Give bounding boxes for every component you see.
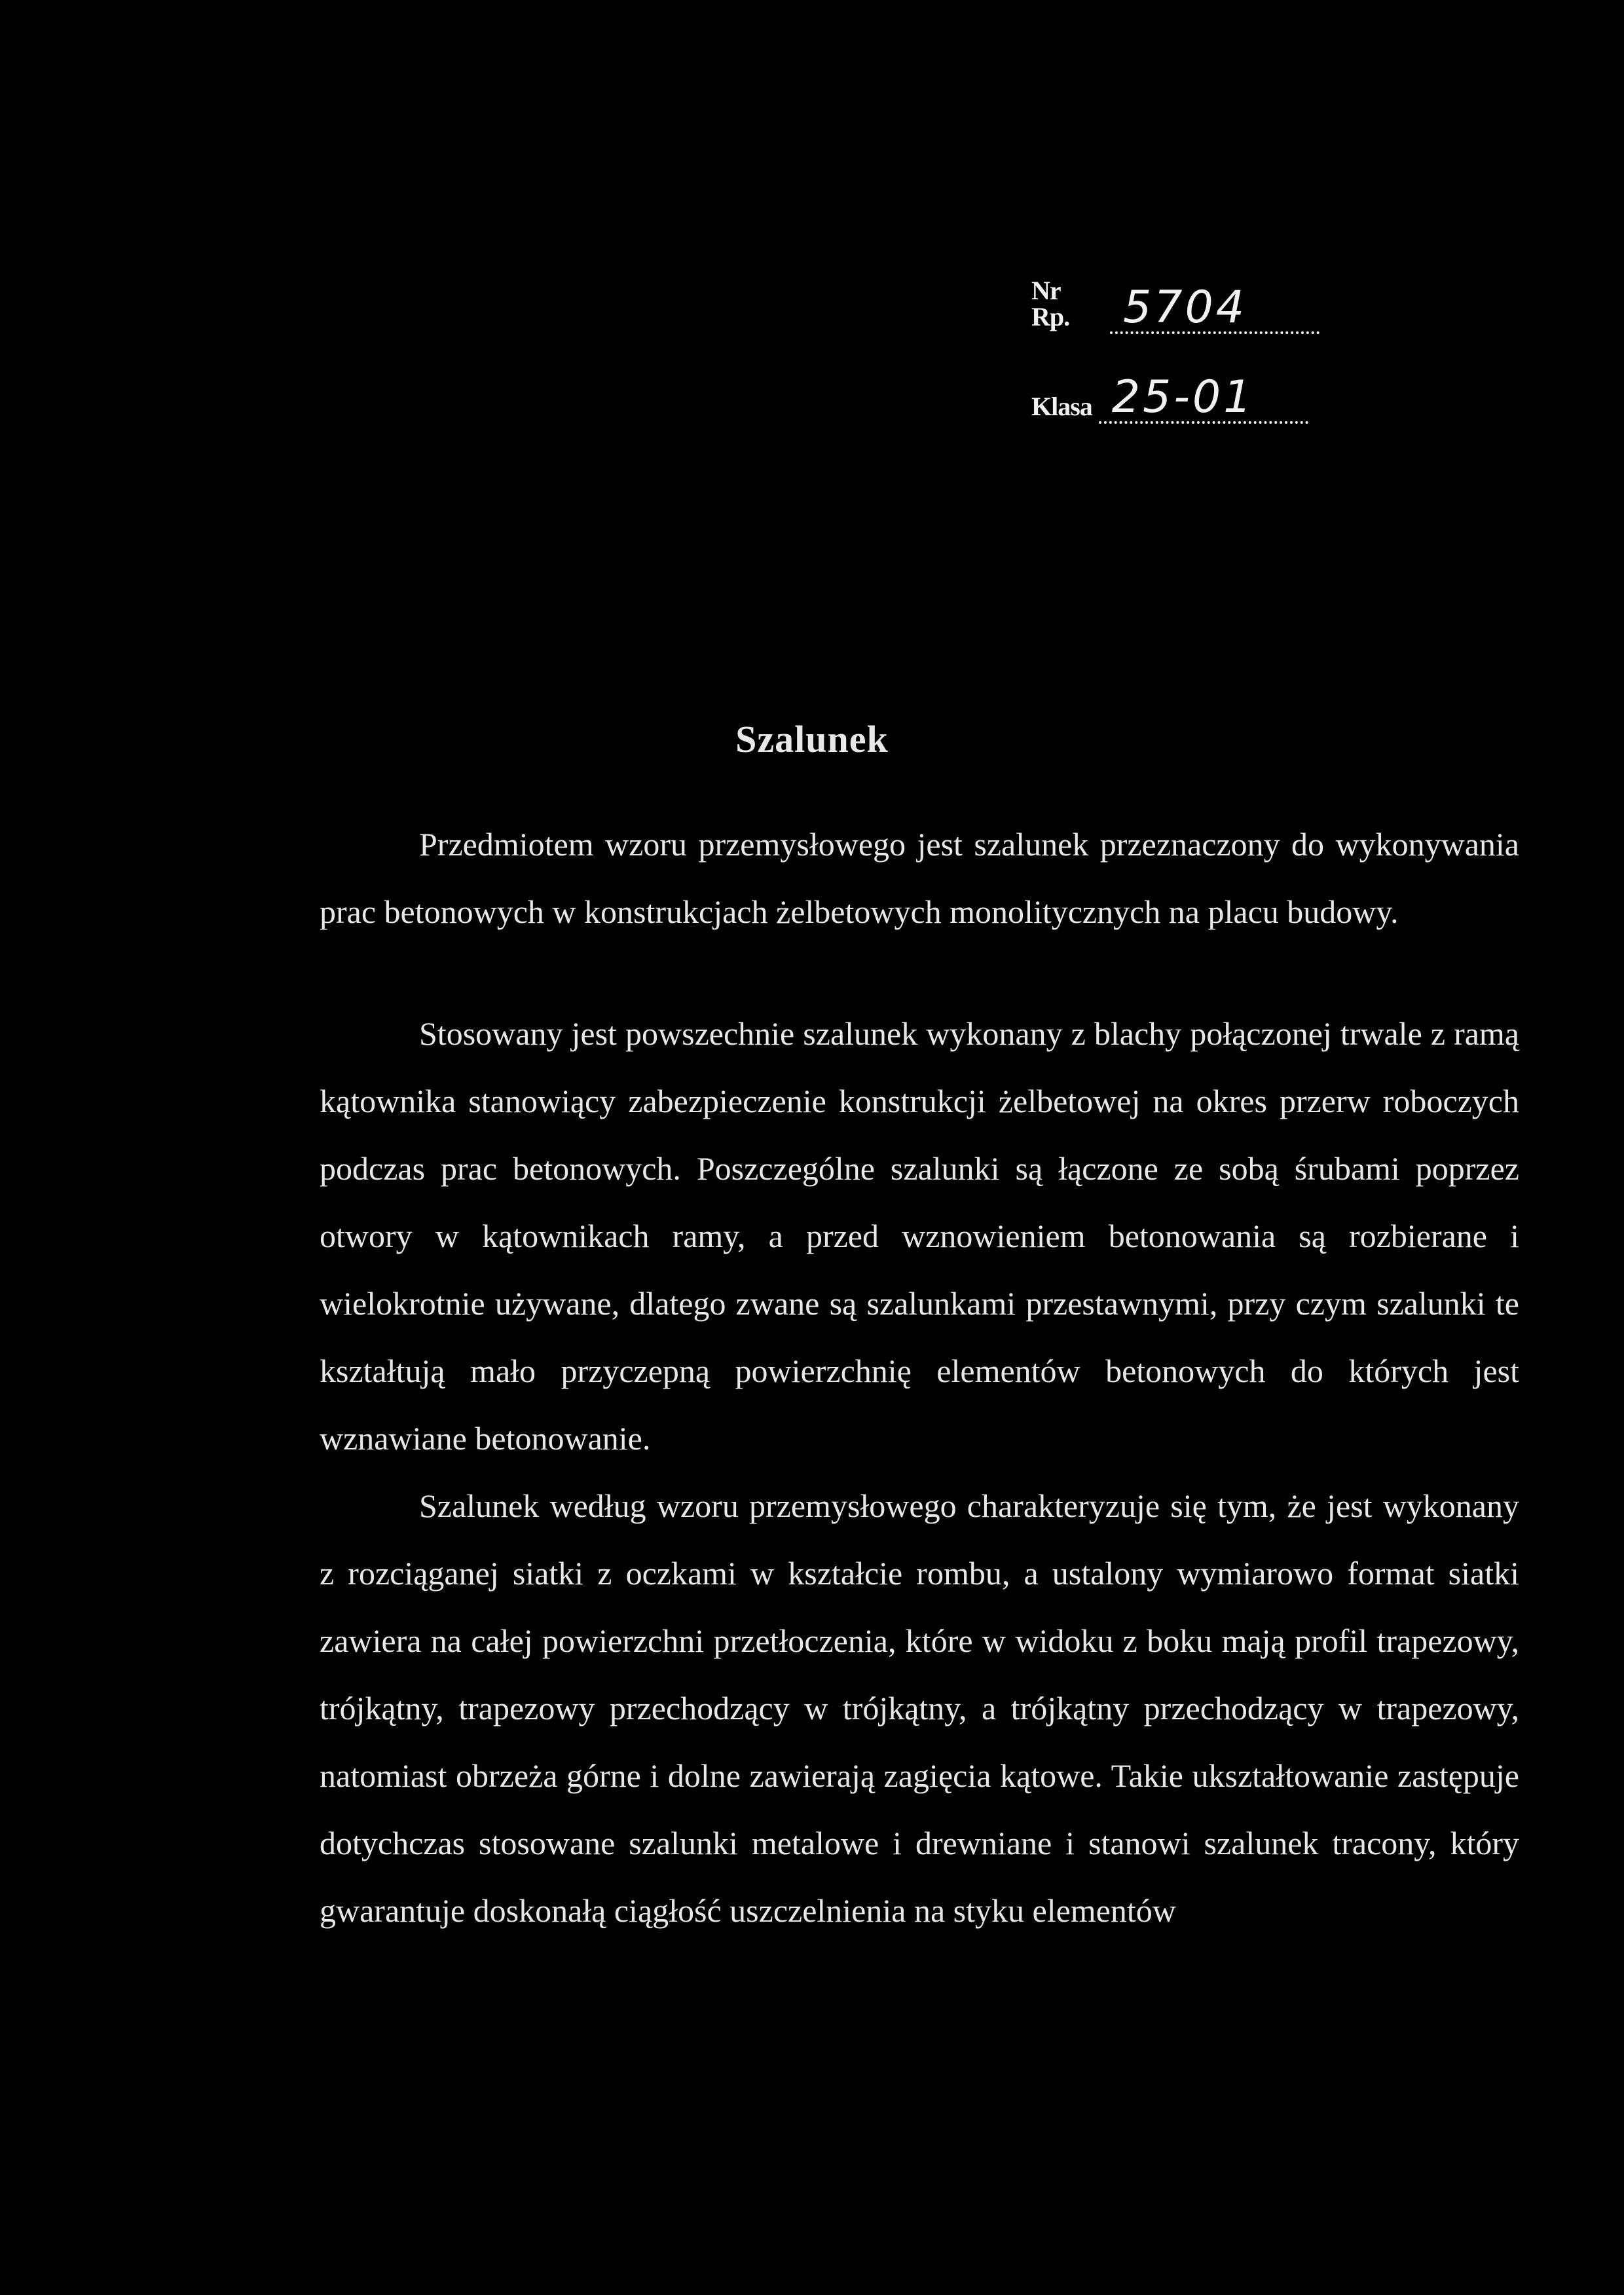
stamp-class-row — [1031, 362, 1320, 424]
paragraph-2: Stosowany jest powszechnie szalunek wykonany z blachy połączonej trwale z ramą kątownika stanowiący zabezpieczenie konstrukcji żelbetowej na okres przerw roboczych podczas prac betonowych. Poszczególne szalunki są łączone ze sobą śrubami poprzez otwory w kątownikach ramy, a przed wznowieniem betonowania są rozbierane i wielokrotnie używane, dlatego zwane są szalunkami przestawnymi, przy czym szalunki te kształtują mało przyczepną powierzchnię elementów betonowych do których jest wznawiane betonowanie. — [320, 1015, 1519, 1457]
document-body — [320, 811, 1519, 1945]
stamp-number-value: 5704 — [1110, 286, 1320, 334]
stamp-class-label: Klasa — [1031, 392, 1092, 421]
document-title: Szalunek — [735, 718, 889, 760]
stamp-class-value: 25-01 — [1099, 375, 1308, 424]
stamp-number-label: Nr Rp. — [1031, 276, 1070, 331]
registration-stamp — [1031, 272, 1320, 451]
paragraph-3: Szalunek według wzoru przemysłowego charakteryzuje się tym, że jest wykonany z rozciąganej siatki z oczkami w kształcie rombu, a ustalony wymiarowo format siatki zawiera na całej powierzchni przetłoczenia, które w widoku z boku mają profil trapezowy, trójkątny, trapezowy przechodzący w trójkątny, a trójkątny przechodzący w trapezowy, natomiast obrzeża górne i dolne zawierają zagięcia kątowe. Takie ukształtowanie zastępuje dotychczas stosowane szalunki metalowe i drewniane i stanowi szalunek tracony, który gwarantuje doskonałą ciągłość uszczelnienia na styku elementów — [320, 1487, 1519, 1929]
stamp-number-row — [1031, 272, 1320, 334]
paragraph-1: Przedmiotem wzoru przemysłowego jest szalunek przeznaczony do wykonywania prac betonowych w konstrukcjach żelbetowych monolitycznych na placu budowy. — [320, 826, 1519, 930]
